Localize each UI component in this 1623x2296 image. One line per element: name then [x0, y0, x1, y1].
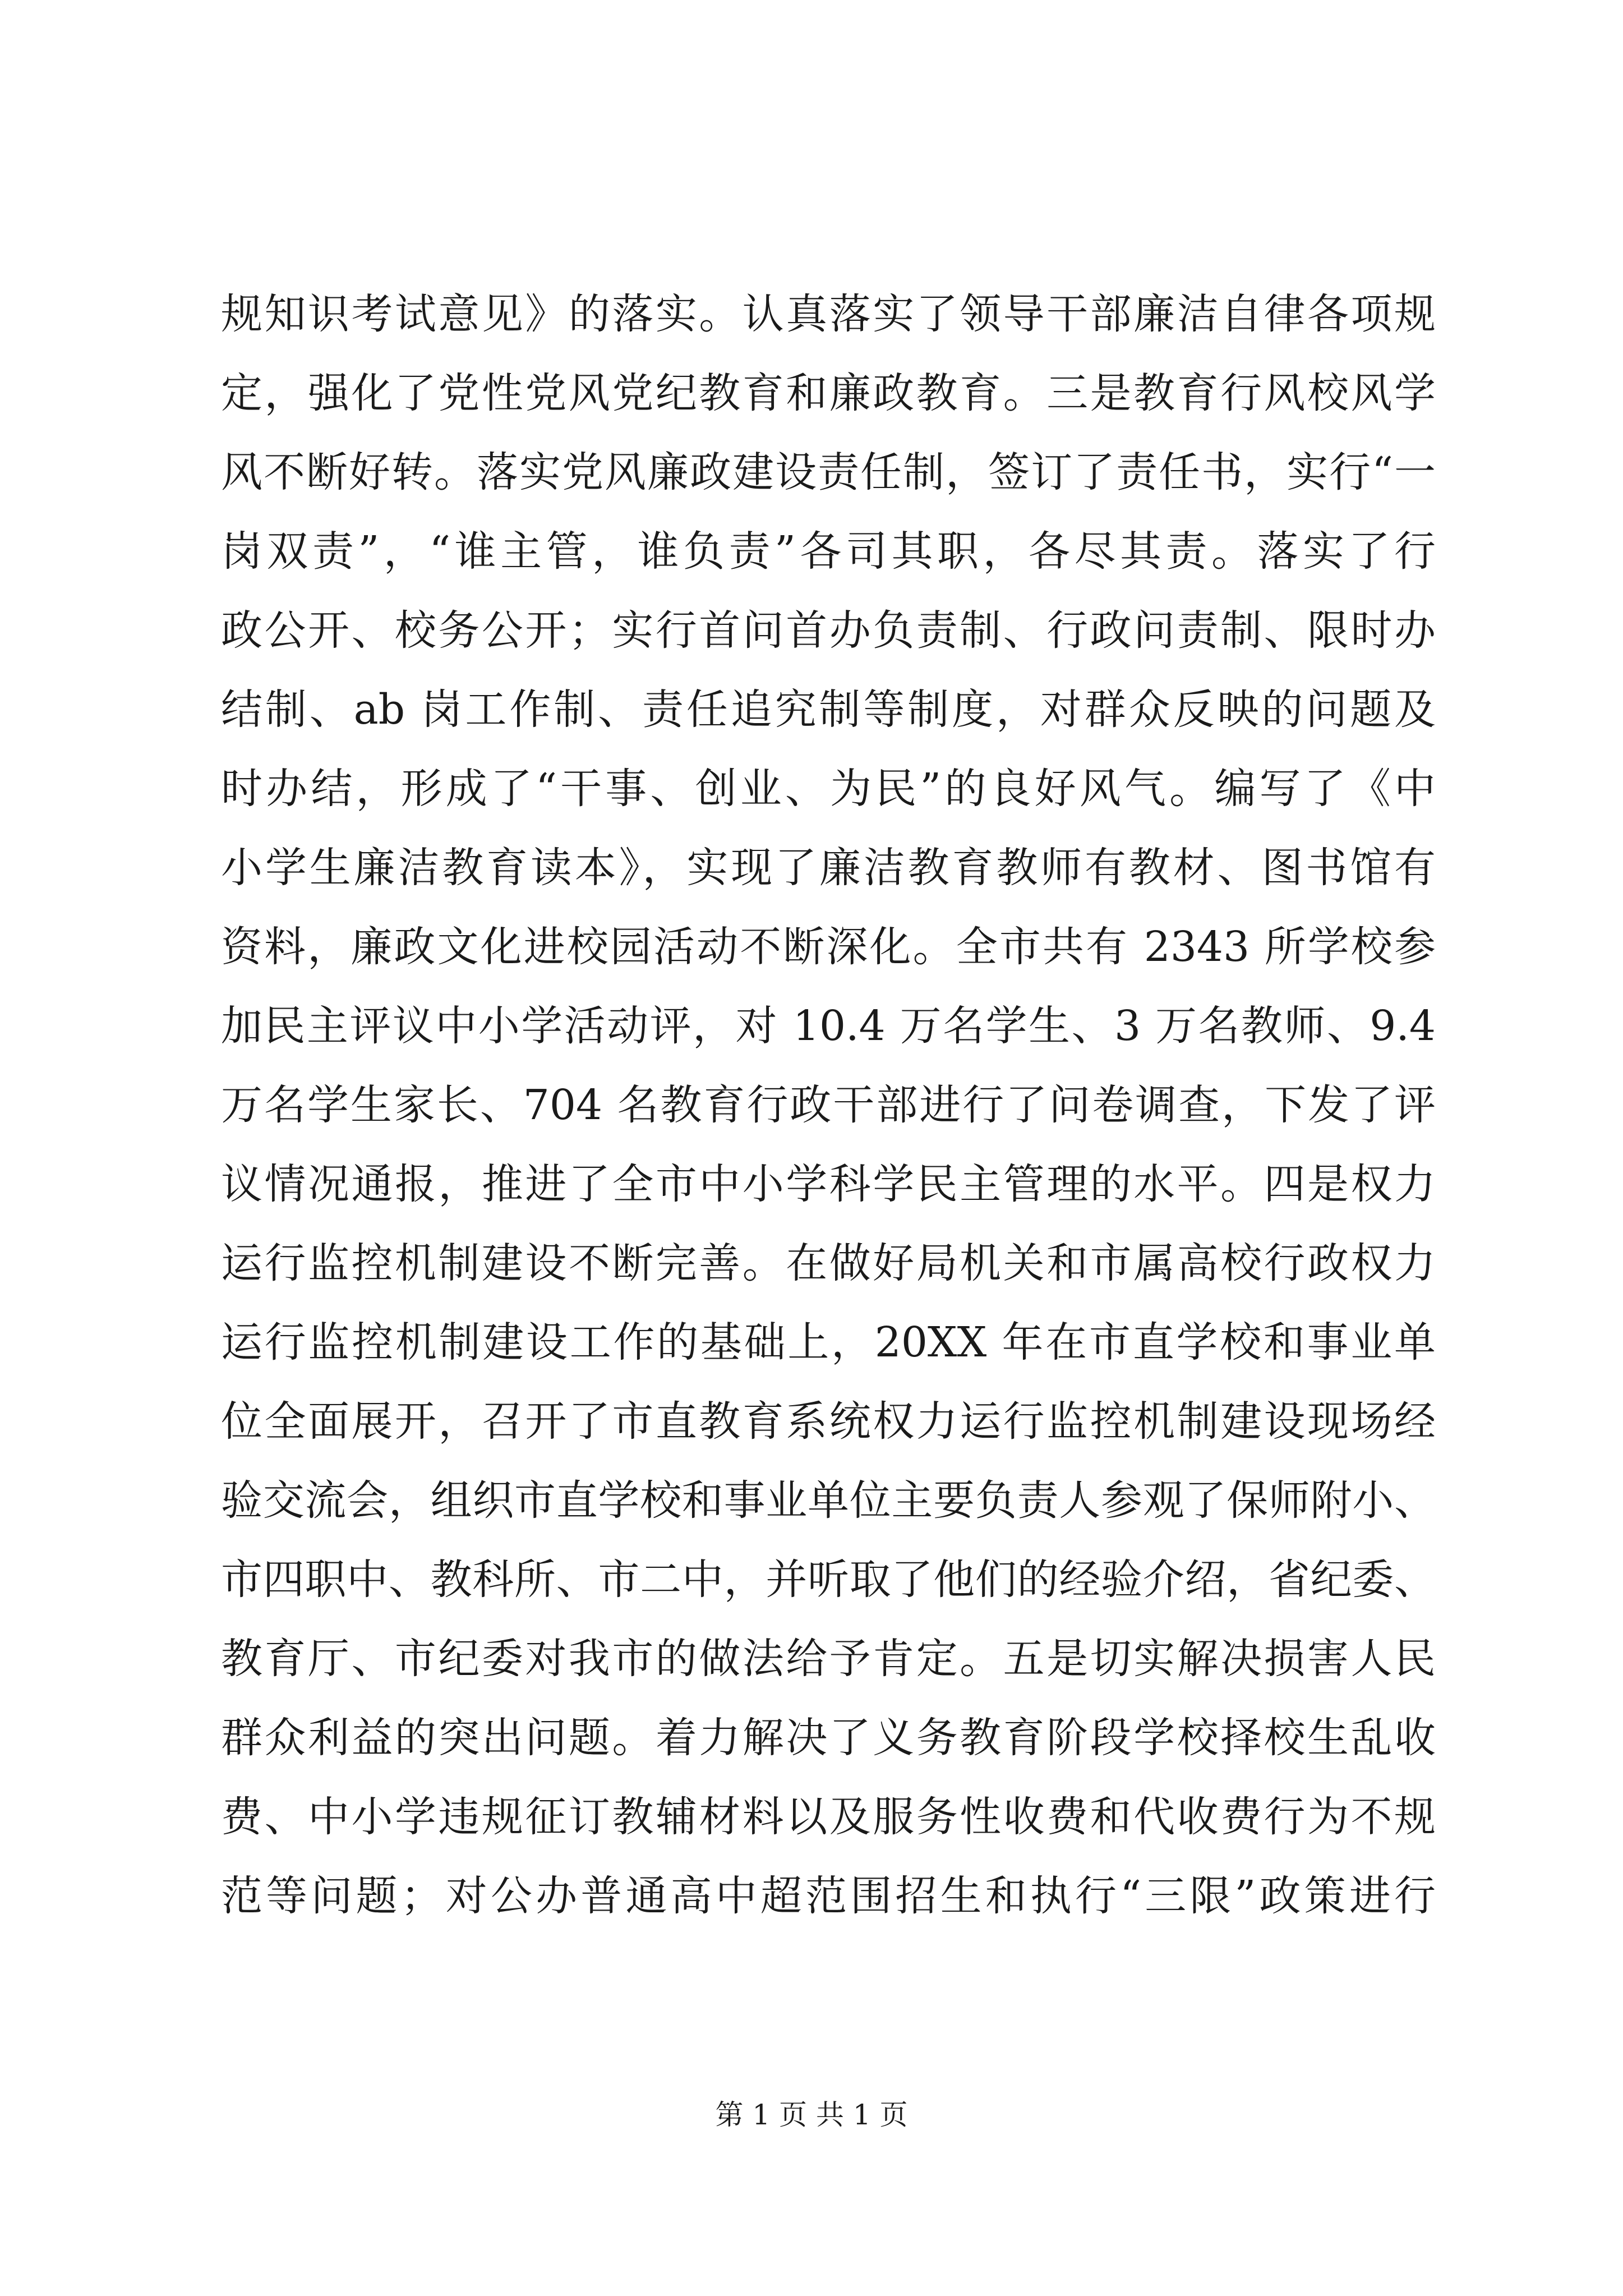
text-line: 岗双责”，“谁主管，谁负责”各司其职，各尽其责。落实了行	[221, 527, 1436, 576]
text-line: 运行监控机制建设不断完善。在做好局机关和市属高校行政权力	[221, 1239, 1436, 1287]
text-line: 风不断好转。落实党风廉政建设责任制，签订了责任书，实行“一	[221, 448, 1436, 496]
body-text	[221, 275, 1436, 1936]
text-line: 政公开、校务公开；实行首问首办负责制、行政问责制、限时办	[221, 606, 1436, 655]
text-line: 群众利益的突出问题。着力解决了义务教育阶段学校择校生乱收	[221, 1714, 1436, 1762]
text-line: 验交流会，组织市直学校和事业单位主要负责人参观了保师附小、	[221, 1476, 1436, 1525]
text-line: 万名学生家长、704 名教育行政干部进行了问卷调查，下发了评	[221, 1081, 1436, 1129]
text-line: 时办结，形成了“干事、创业、为民”的良好风气。编写了《中	[221, 765, 1436, 813]
text-line: 加民主评议中小学活动评，对 10.4 万名学生、3 万名教师、9.4	[221, 1002, 1436, 1050]
text-line: 小学生廉洁教育读本》，实现了廉洁教育教师有教材、图书馆有	[221, 844, 1436, 892]
text-line: 费、中小学违规征订教辅材料以及服务性收费和代收费行为不规	[221, 1793, 1436, 1841]
text-line: 结制、ab 岗工作制、责任追究制等制度，对群众反映的问题及	[221, 685, 1436, 734]
text-line: 议情况通报，推进了全市中小学科学民主管理的水平。四是权力	[221, 1160, 1436, 1208]
text-line: 资料，廉政文化进校园活动不断深化。全市共有 2343 所学校参	[221, 923, 1436, 971]
page-footer	[0, 2092, 1623, 2133]
text-line: 范等问题；对公办普通高中超范围招生和执行“三限”政策进行	[221, 1872, 1436, 1920]
text-line: 位全面展开，召开了市直教育系统权力运行监控机制建设现场经	[221, 1397, 1436, 1446]
text-line: 教育厅、市纪委对我市的做法给予肯定。五是切实解决损害人民	[221, 1635, 1436, 1683]
text-line: 规知识考试意见》的落实。认真落实了领导干部廉洁自律各项规	[221, 290, 1436, 338]
text-line: 运行监控机制建设工作的基础上，20XX 年在市直学校和事业单	[221, 1318, 1436, 1366]
text-line: 定，强化了党性党风党纪教育和廉政教育。三是教育行风校风学	[221, 369, 1436, 417]
text-line: 市四职中、教科所、市二中，并听取了他们的经验介绍，省纪委、	[221, 1556, 1436, 1604]
page-number: 第 1 页 共 1 页	[715, 2099, 908, 2131]
